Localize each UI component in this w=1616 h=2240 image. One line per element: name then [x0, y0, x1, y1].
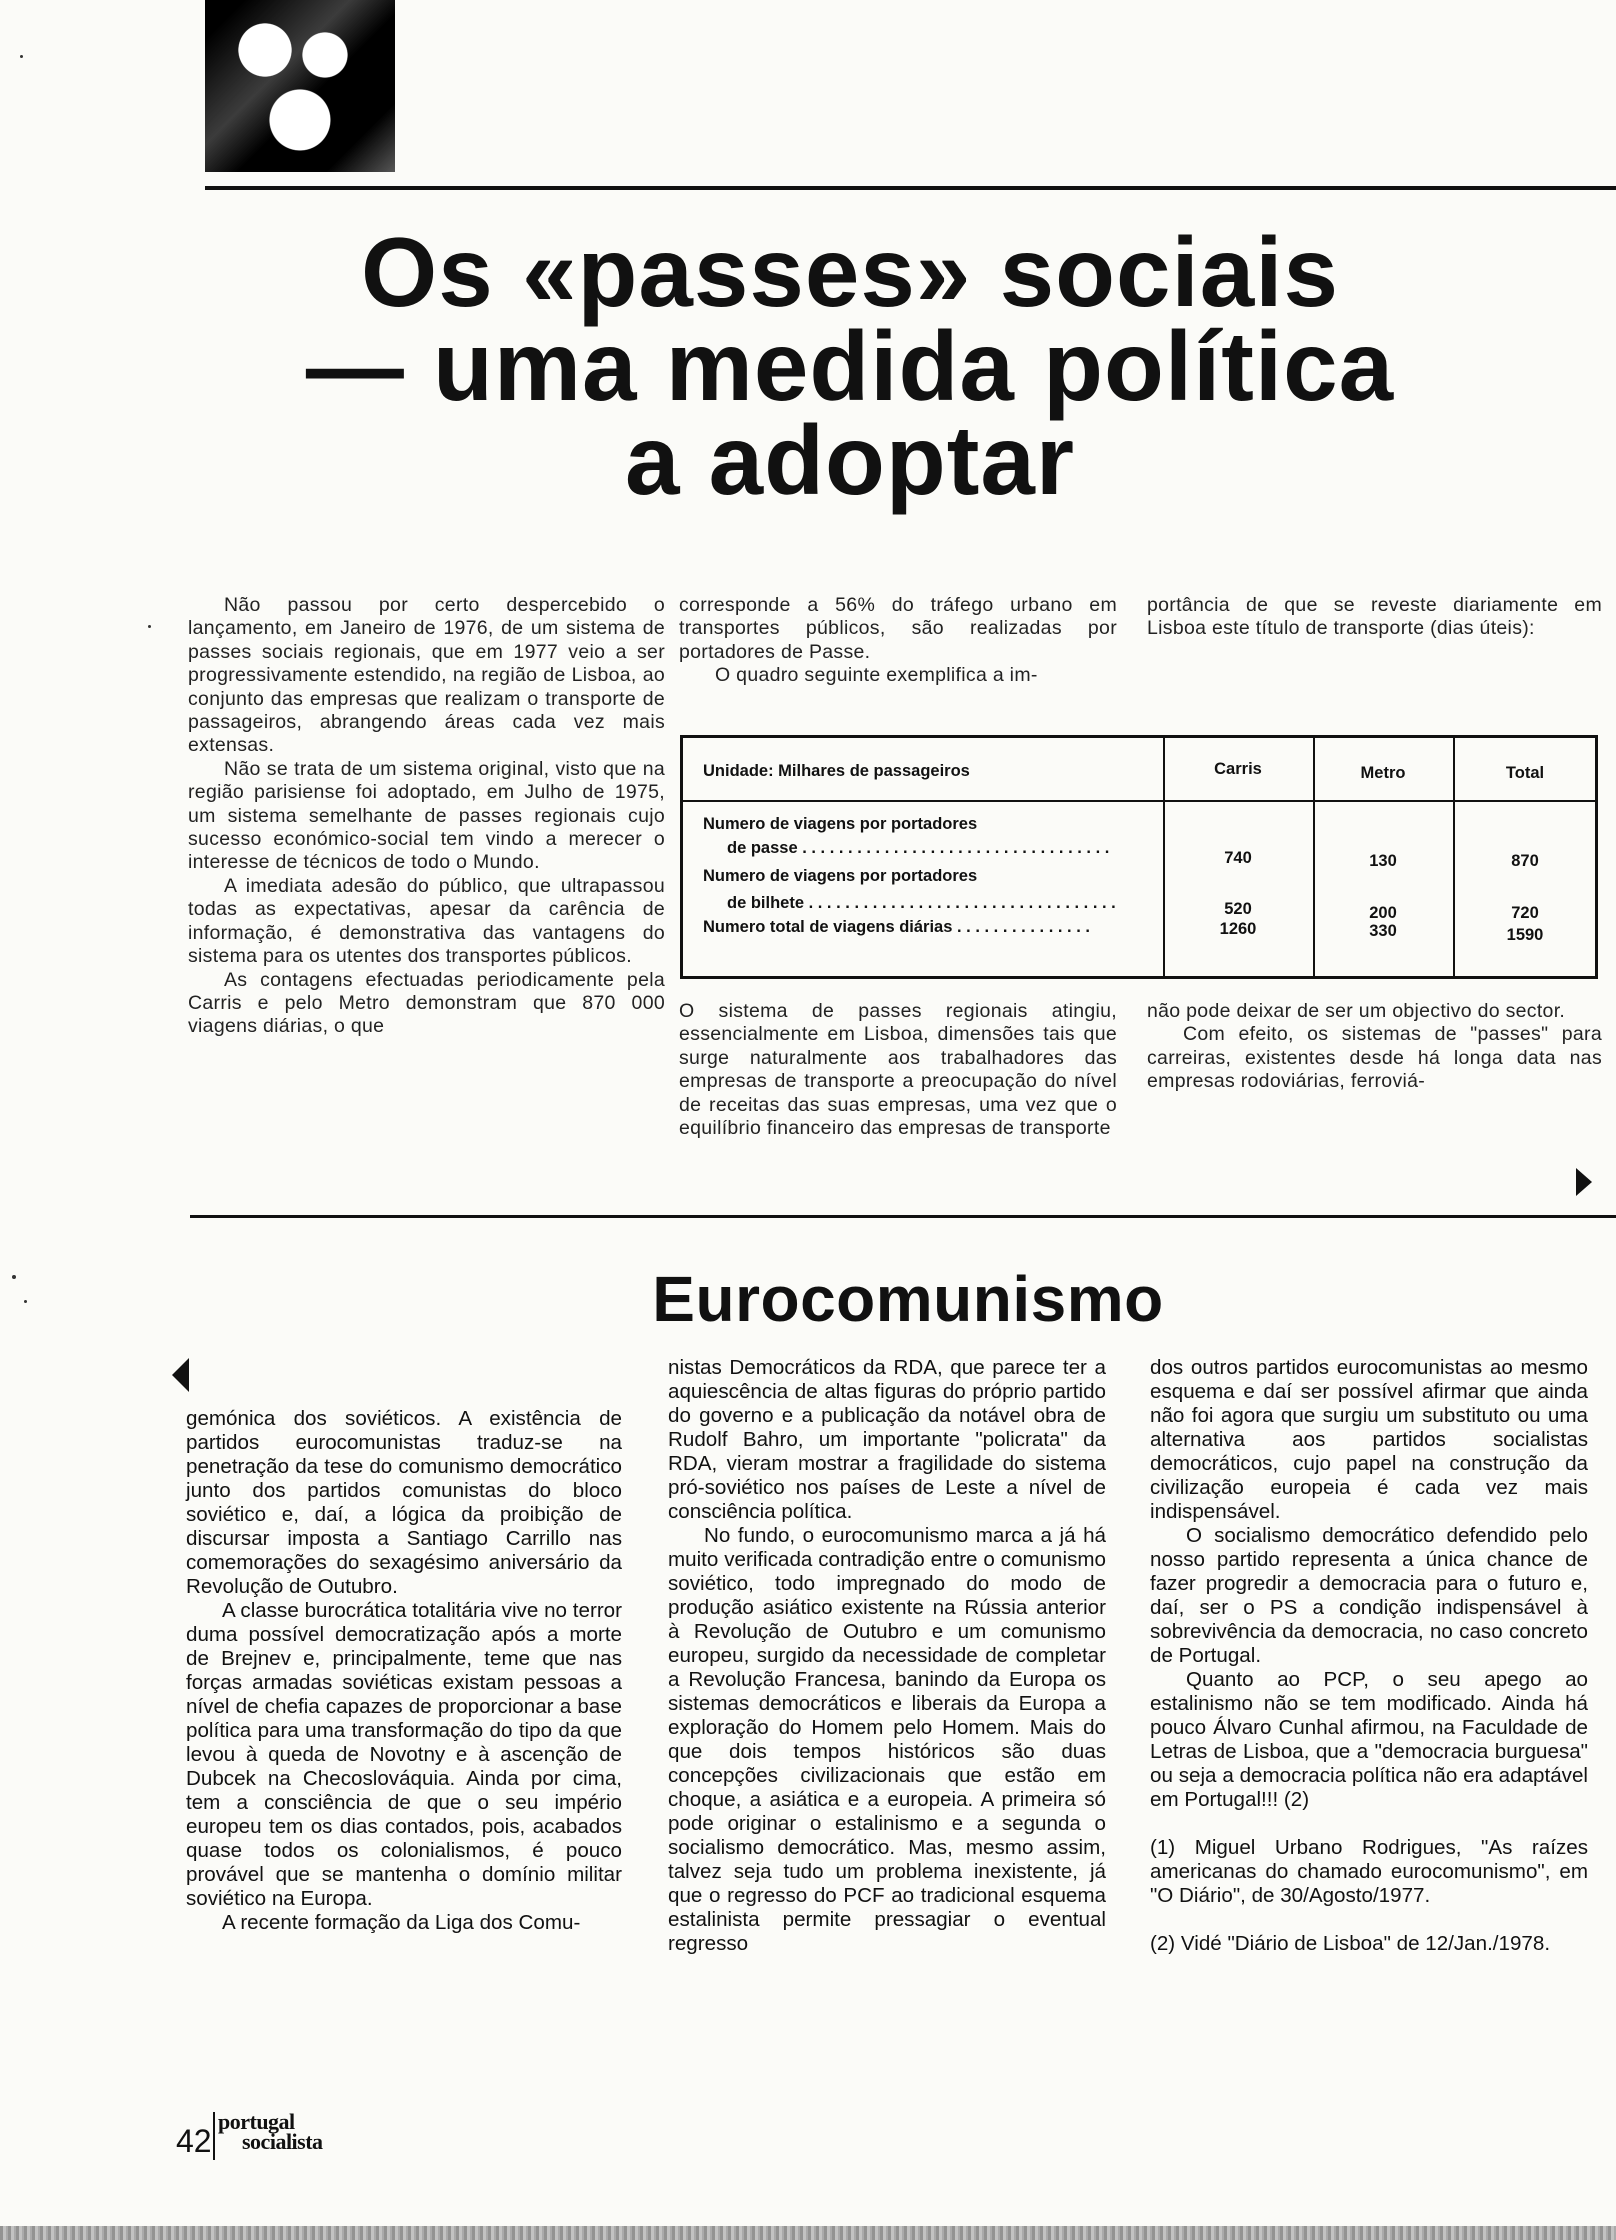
title-line: — uma medida política — [305, 311, 1395, 421]
footnote: (1) Miguel Urbano Rodrigues, "As raízes americanas do chamado eurocomunismo", em "O Diário", de 30/Agosto/1977. — [1150, 1836, 1588, 1907]
paragraph: A imediata adesão do público, que ultrapassou todas as expectativas, apesar da carência de informação, é demonstrativa das vantagens do sistema para os utentes dos transportes públicos. — [188, 874, 665, 968]
table-row-label: de bilhete . . . . . . . . . . . . . . . . . . . . . . . . . . . . . . . . . . — [727, 894, 1116, 912]
article1-column-1 — [188, 594, 665, 1039]
section-rule — [190, 1215, 1616, 1218]
article2-column-1 — [186, 1407, 622, 1935]
scan-speck — [148, 625, 151, 628]
scan-speck — [24, 1300, 27, 1303]
table-cell: 1260 — [1219, 920, 1257, 938]
table-row-label: Numero de viagens por portadores — [703, 815, 978, 833]
paragraph: O sistema de passes regionais atingiu, essencialmente em Lisboa, dimensões tais que surge naturalmente aos trabalhadores das empresas de transporte a preocupação do nível de receitas das suas empresas, uma vez que o equilíbrio financeiro das empresas de transporte — [679, 1000, 1117, 1140]
continue-arrow-icon — [1576, 1168, 1592, 1196]
footnote: (2) Vidé "Diário de Lisboa" de 12/Jan./1978. — [1150, 1932, 1551, 1955]
page-number: 42 — [176, 2123, 212, 2159]
table-column-header: Carris — [1214, 760, 1262, 778]
scan-edge — [0, 2226, 1616, 2240]
logo-line: portugal — [218, 2109, 295, 2134]
table-row-label-text: de passe — [727, 839, 798, 857]
paragraph: corresponde a 56% do tráfego urbano em transportes públicos, são realizadas por portadores de Passe. — [679, 594, 1117, 663]
paragraph: nistas Democráticos da RDA, que parece ter a aquiescência de altas figuras do próprio partido do governo e a publicação da notável obra de Rudolf Bahro, um importante "policrata" da RDA, vieram mostrar a fragilidade do sistema pró-soviético nos países de Leste a nível de consciência política. — [668, 1356, 1106, 1523]
table-column-header: Metro — [1360, 764, 1406, 782]
continued-arrow-icon — [172, 1358, 189, 1392]
paragraph: O socialismo democrático defendido pelo nosso partido representa a única chance de fazer progredir a democracia para o futuro e, daí, ser o PS a condição indispensável à sobrevivência da democracia, no caso concreto de Portugal. — [1150, 1524, 1588, 1667]
paragraph: gemónica dos soviéticos. A existência de partidos eurocomunistas traduz-se na penetração da tese do comunismo democrático junto dos partidos comunistas do bloco soviético e, daí, a lógica da proibição de discursar imposta a Santiago Carrillo nas comemorações do sexagésimo aniversário da Revolução de Outubro. — [186, 1407, 622, 1598]
table-row-label-text: Numero total de viagens diárias — [703, 918, 953, 936]
article1-column-2-top — [679, 594, 1117, 688]
paragraph: Quanto ao PCP, o seu apego ao estalinismo não se tem modificado. Ainda há pouco Álvaro Cunhal afirmou, na Faculdade de Letras de Lisboa, que a "democracia burguesa" ou seja a democracia política não era adaptável em Portugal!!! (2) — [1150, 1668, 1588, 1811]
table-cell: 200 — [1369, 904, 1397, 922]
paragraph: dos outros partidos eurocomunistas ao mesmo esquema e daí ser possível afirmar que ainda não foi agora que surgiu um substituto ou uma alternativa aos partidos socialistas democráticos, cujo papel na construção da civilização europeia é cada vez mais indispensável. — [1150, 1356, 1588, 1523]
table-column-header: Total — [1505, 764, 1545, 782]
paragraph: não pode deixar de ser um objectivo do sector. — [1147, 1000, 1566, 1022]
table-row-label: de passe . . . . . . . . . . . . . . . . . . . . . . . . . . . . . . . . . . — [727, 839, 1110, 857]
passenger-table — [680, 735, 1598, 979]
scan-speck — [20, 55, 23, 58]
table-header-divider — [683, 800, 1595, 802]
logo-line: socialista — [242, 2129, 323, 2154]
table-cell: 740 — [1224, 849, 1252, 867]
table-divider — [1163, 738, 1165, 976]
paragraph: Não passou por certo despercebido o lançamento, em Janeiro de 1976, de um sistema de passes sociais regionais, que em 1977 veio a ser progressivamente estendido, na região de Lisboa, ao conjunto das empresas que realizam o transporte de passageiros, abrangendo áreas cada vez mais extensas. — [188, 594, 665, 757]
table-row-label-text: de bilhete — [727, 894, 805, 912]
table-cell: 870 — [1511, 852, 1539, 870]
title-line: Os «passes» sociais — [361, 217, 1339, 327]
paragraph: As contagens efectuadas periodicamente pela Carris e pelo Metro demonstram que 870 000 viagens diárias, o que — [188, 968, 665, 1038]
article2-column-3 — [1150, 1356, 1588, 1956]
article-title — [200, 217, 1500, 515]
table-cell: 520 — [1224, 900, 1252, 918]
paragraph: O quadro seguinte exemplifica a im- — [715, 664, 1038, 687]
paragraph: Com efeito, os sistemas de "passes" para carreiras, existentes desde há longa data nas empresas rodoviárias, ferroviá- — [1147, 1023, 1602, 1093]
table-cell: 130 — [1369, 852, 1397, 870]
table-cell: 720 — [1511, 904, 1539, 922]
table-cell: 1590 — [1506, 926, 1544, 944]
news-photo — [205, 0, 395, 172]
table-cell: 330 — [1369, 922, 1397, 940]
table-row-label: Numero total de viagens diárias . . . . . . . . . . . . . . . — [703, 918, 1090, 936]
article2-title: Eurocomunismo — [652, 1263, 1164, 1335]
article1-column-3-top — [1147, 594, 1602, 641]
table-unit-header: Unidade: Milhares de passageiros — [703, 762, 970, 780]
paragraph: No fundo, o eurocomunismo marca a já há muito verificada contradição entre o comunismo soviético, todo impregnado do modo de produção asiático existente na Rússia anterior à Revolução de Outubro e um comunismo europeu, surgido da necessidade de completar a Revolução Francesa, banindo da Europa os sistemas democráticos e liberais da Europa a exploração do Homem pelo Homem. Mais do que dois tempos históricos são duas concepções civilizacionais que estão em choque, a asiática e a europeia. A primeira só pode originar o estalinismo e a segunda o socialismo democrático. Mas, mesmo assim, talvez seja tudo um problema inexistente, já que o regresso do PCF ao tradicional esquema estalinista permite pressagiar o eventual regresso — [668, 1524, 1106, 1955]
title-line: a adoptar — [624, 405, 1076, 515]
paragraph: Não se trata de um sistema original, visto que na região parisiense foi adoptado, em Julho de 1975, um sistema semelhante de passes regionais cujo sucesso económico-social tem vindo a merecer o interesse de técnicos de todo o Mundo. — [188, 757, 665, 874]
top-rule — [205, 186, 1616, 190]
table-row-label: Numero de viagens por portadores — [703, 867, 978, 885]
publication-logo — [218, 2109, 323, 2154]
paragraph: portância de que se reveste diariamente em Lisboa este título de transporte (dias úteis): — [1147, 594, 1602, 640]
article2-column-2 — [668, 1356, 1106, 1956]
article1-column-3-bottom — [1147, 1000, 1602, 1094]
footer-divider — [213, 2112, 215, 2160]
paragraph: A recente formação da Liga dos Comu- — [222, 1911, 581, 1934]
scan-speck — [12, 1275, 16, 1279]
article1-column-2-bottom — [679, 1000, 1117, 1140]
paragraph: A classe burocrática totalitária vive no terror duma possível democratização após a morte de Brejnev e, principalmente, teme que nas forças armadas soviéticas existam pessoas a nível de chefia capazes de proporcionar a base política para uma transformação do tipo da que levou à queda de Novotny e à ascenção de Dubcek na Checoslováquia. Ainda por cima, tem a consciência de que o seu império europeu tem os dias contados, pois, acabados quase todos os colonialismos, é pouco provável que se mantenha o domínio militar soviético na Europa. — [186, 1599, 622, 1910]
